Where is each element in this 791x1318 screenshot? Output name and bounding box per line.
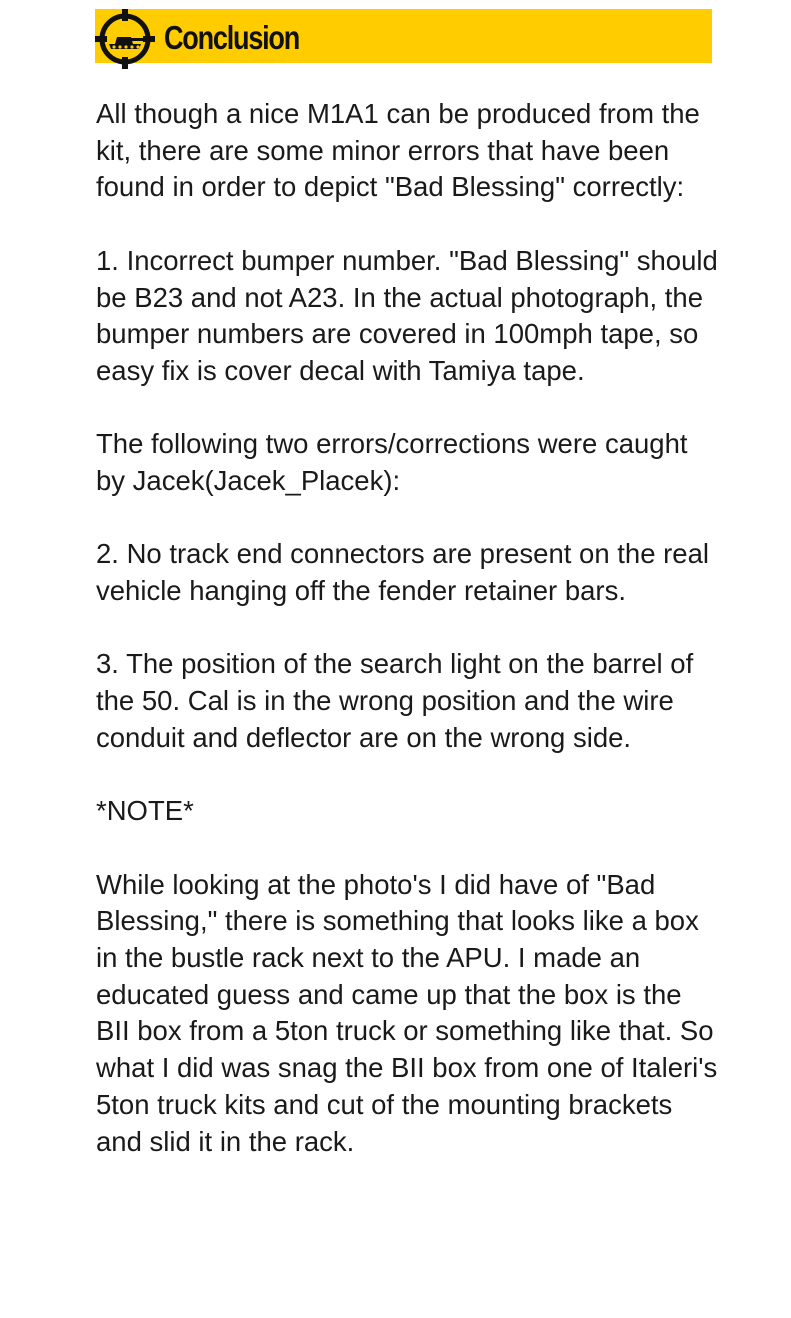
error-item-3: 3. The position of the search light on the barrel of the 50. Cal is in the wrong position and the wire conduit and deflector are on the wrong side. [96, 648, 694, 753]
crosshair-tank-icon [95, 9, 155, 69]
article-body [96, 96, 721, 1160]
note-paragraph: While looking at the photo's I did have of "Bad Blessing," there is something that looks like a box in the bustle rack next to the APU. I made an educated guess and came up that the box is the BII box from a 5ton truck or something like that. So what I did was snag the BII box from one of Italeri's 5ton truck kits and cut of the mounting brackets and slid it in the rack. [96, 868, 718, 1157]
section-title: Conclusion [164, 19, 300, 56]
section-header [95, 9, 712, 63]
note-heading: *NOTE* [96, 795, 194, 827]
credit-paragraph: The following two errors/corrections were caught by Jacek(Jacek_Placek): [96, 428, 688, 496]
error-item-2: 2. No track end connectors are present on the real vehicle hanging off the fender retainer bars. [96, 538, 709, 607]
error-item-1: 1. Incorrect bumper number. "Bad Blessing" should be B23 and not A23. In the actual photograph, the bumper numbers are covered in 100mph tape, so easy fix is cover decal with Tamiya tape. [96, 244, 718, 386]
intro-paragraph: All though a nice M1A1 can be produced from the kit, there are some minor errors that have been found in order to depict "Bad Blessing" correctly: [96, 98, 700, 203]
